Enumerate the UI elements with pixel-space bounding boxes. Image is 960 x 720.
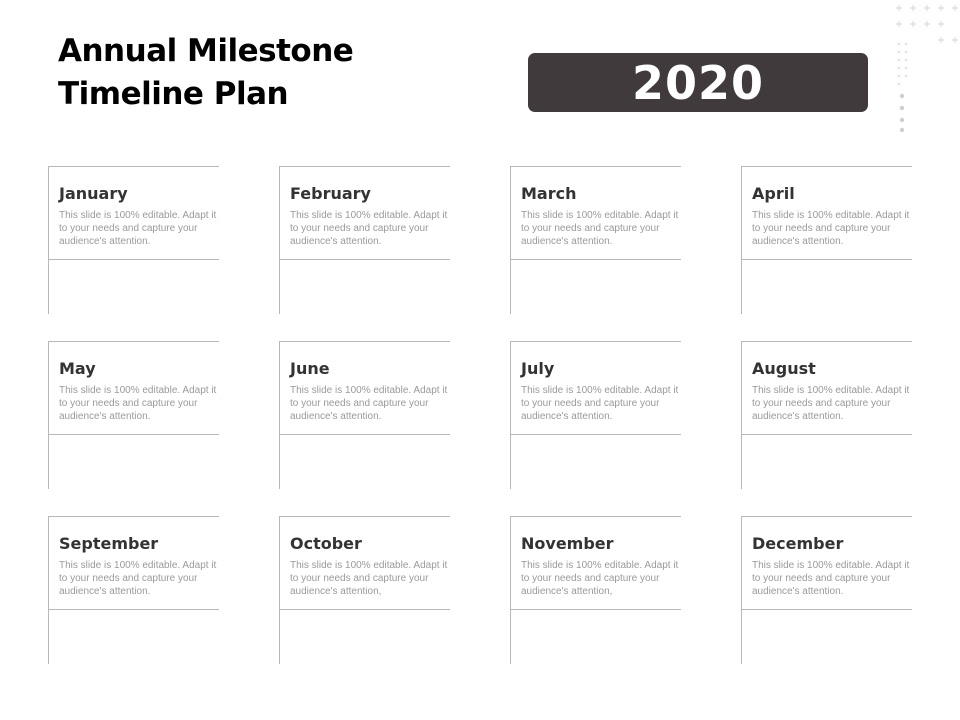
year-badge <box>528 53 868 112</box>
milestone-card-march <box>510 166 682 314</box>
milestone-card-april <box>741 166 913 314</box>
card-vertical-line <box>510 341 511 489</box>
card-vertical-line <box>279 516 280 664</box>
card-divider-line <box>279 434 450 435</box>
card-divider-line <box>510 259 681 260</box>
month-description: This slide is 100% editable. Adapt it to your needs and capture your audience's attention. <box>752 385 910 422</box>
month-label: August <box>752 359 816 378</box>
month-label: June <box>290 359 330 378</box>
month-description: This slide is 100% editable. Adapt it to your needs and capture your audience's attention. <box>290 385 448 422</box>
card-vertical-line <box>741 341 742 489</box>
month-label: September <box>59 534 159 553</box>
card-divider-line <box>510 609 681 610</box>
month-label: February <box>290 184 371 203</box>
card-vertical-line <box>48 516 49 664</box>
card-divider-line <box>279 259 450 260</box>
month-description: This slide is 100% editable. Adapt it to your needs and capture your audience's attention. <box>59 385 217 422</box>
card-top-line <box>279 516 450 517</box>
card-top-line <box>741 341 912 342</box>
card-vertical-line <box>48 166 49 314</box>
month-description: This slide is 100% editable. Adapt it to your needs and capture your audience's attention. <box>752 560 910 597</box>
card-divider-line <box>741 259 912 260</box>
card-top-line <box>48 516 219 517</box>
month-description: This slide is 100% editable. Adapt it to your needs and capture your audience's attention. <box>521 210 679 247</box>
month-label: May <box>59 359 96 378</box>
decorative-dots-pattern <box>888 2 960 132</box>
month-description: This slide is 100% editable. Adapt it to your needs and capture your audience's attention. <box>59 210 217 247</box>
milestone-card-february <box>279 166 451 314</box>
milestone-card-november <box>510 516 682 664</box>
card-divider-line <box>741 434 912 435</box>
card-vertical-line <box>279 341 280 489</box>
milestone-card-january <box>48 166 220 314</box>
month-label: November <box>521 534 614 553</box>
card-top-line <box>741 516 912 517</box>
card-divider-line <box>510 434 681 435</box>
card-divider-line <box>48 434 219 435</box>
card-top-line <box>48 341 219 342</box>
month-description: This slide is 100% editable. Adapt it to your needs and capture your audience's attention. <box>290 210 448 247</box>
card-top-line <box>48 166 219 167</box>
card-top-line <box>510 341 681 342</box>
card-top-line <box>741 166 912 167</box>
page-title <box>58 30 353 116</box>
card-top-line <box>510 516 681 517</box>
card-vertical-line <box>279 166 280 314</box>
month-label: October <box>290 534 362 553</box>
year-label: 2020 <box>631 55 765 110</box>
month-description: This slide is 100% editable. Adapt it to your needs and capture your audience's attention, <box>521 560 679 597</box>
month-description: This slide is 100% editable. Adapt it to your needs and capture your audience's attention. <box>521 385 679 422</box>
milestone-card-may <box>48 341 220 489</box>
card-divider-line <box>48 609 219 610</box>
month-label: March <box>521 184 577 203</box>
card-vertical-line <box>510 166 511 314</box>
card-vertical-line <box>48 341 49 489</box>
month-label: July <box>521 359 555 378</box>
card-top-line <box>279 166 450 167</box>
card-top-line <box>279 341 450 342</box>
title-line-1: Annual Milestone <box>58 33 354 69</box>
card-top-line <box>510 166 681 167</box>
month-label: April <box>752 184 795 203</box>
month-label: January <box>59 184 128 203</box>
month-description: This slide is 100% editable. Adapt it to your needs and capture your audience's attention, <box>290 560 448 597</box>
milestone-card-december <box>741 516 913 664</box>
milestone-card-august <box>741 341 913 489</box>
milestone-card-july <box>510 341 682 489</box>
milestone-card-october <box>279 516 451 664</box>
card-divider-line <box>48 259 219 260</box>
month-description: This slide is 100% editable. Adapt it to your needs and capture your audience's attention. <box>752 210 910 247</box>
card-vertical-line <box>510 516 511 664</box>
month-description: This slide is 100% editable. Adapt it to your needs and capture your audience's attention. <box>59 560 217 597</box>
milestone-card-june <box>279 341 451 489</box>
card-divider-line <box>279 609 450 610</box>
card-divider-line <box>741 609 912 610</box>
milestone-card-september <box>48 516 220 664</box>
title-line-2: Timeline Plan <box>58 76 289 112</box>
month-label: December <box>752 534 844 553</box>
card-vertical-line <box>741 166 742 314</box>
card-vertical-line <box>741 516 742 664</box>
